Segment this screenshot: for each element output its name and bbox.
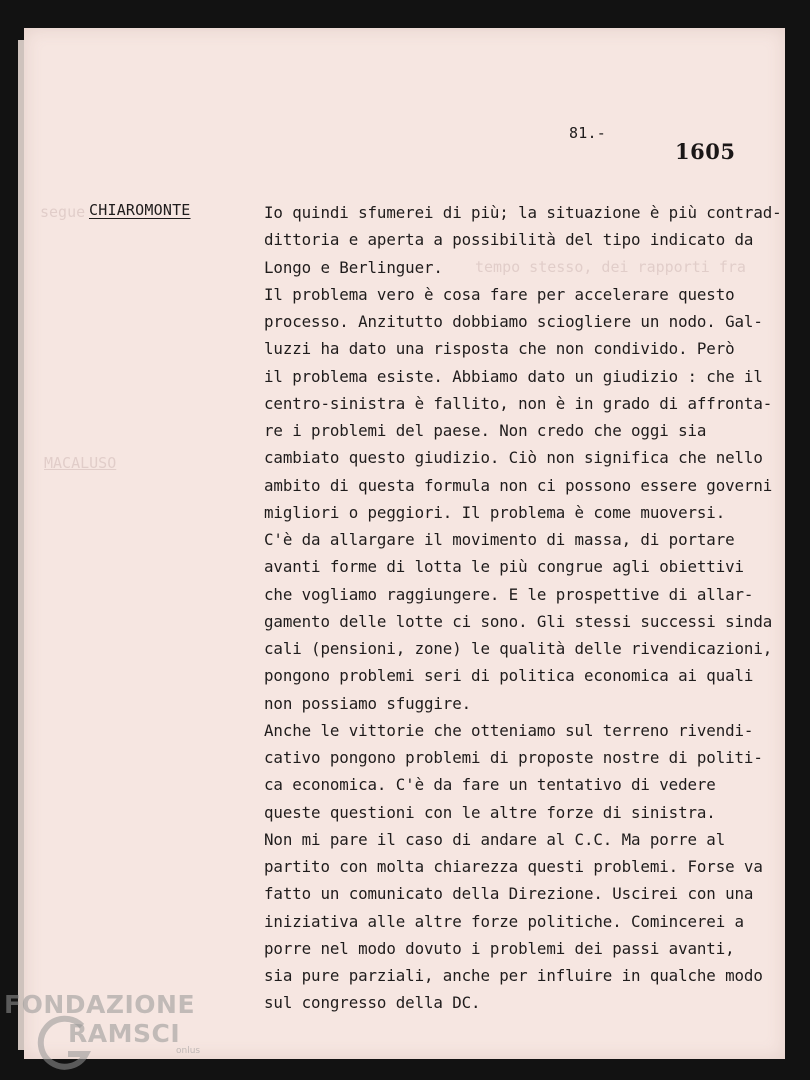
text-line: fatto un comunicato della Direzione. Uscirei con una bbox=[264, 884, 754, 904]
text-line: Anche le vittorie che otteniamo sul terreno rivendi- bbox=[264, 720, 754, 740]
text-line: ca economica. C'è da fare un tentativo di vedere bbox=[264, 775, 716, 795]
bleed-through-text: segue bbox=[40, 203, 86, 221]
text-line: re i problemi del paese. Non credo che oggi sia bbox=[264, 421, 707, 440]
text-line: Il problema vero è cosa fare per accelerare questo bbox=[264, 284, 735, 304]
archive-stamp-number: 1605 bbox=[675, 139, 736, 164]
text-line: pongono problemi seri di politica economica ai quali bbox=[264, 666, 754, 686]
speaker-name: CHIAROMONTE bbox=[89, 201, 191, 219]
watermark-line-2: RAMSCI bbox=[68, 1019, 181, 1048]
text-line: queste questioni con le altre forze di sinistra. bbox=[264, 802, 716, 822]
typed-body-text bbox=[264, 199, 784, 1017]
text-line: che vogliamo raggiungere. E le prospettive di allar- bbox=[264, 584, 754, 604]
text-line: C'è da allargare il movimento di massa, di portare bbox=[264, 530, 735, 549]
text-line: sul congresso della DC. bbox=[264, 993, 481, 1013]
text-line: porre nel modo dovuto i problemi dei passi avanti, bbox=[264, 938, 735, 958]
bleed-through-text: MACALUSO bbox=[44, 454, 117, 472]
text-line: centro-sinistra è fallito, non è in grado di affronta- bbox=[264, 393, 773, 413]
text-line: ambito di questa formula non ci possono essere governi bbox=[264, 475, 773, 495]
text-line: Non mi pare il caso di andare al C.C. Ma porre al bbox=[264, 829, 726, 849]
text-line: migliori o peggiori. Il problema è come muoversi. bbox=[264, 502, 726, 522]
bleed-through-text: tempo stesso, dei rapporti fra bbox=[475, 258, 746, 276]
watermark-line-1: FONDAZIONE bbox=[4, 990, 196, 1019]
text-line: Io quindi sfumerei di più; la situazione è più contrad- bbox=[264, 203, 782, 222]
text-line: cativo pongono problemi di proposte nostre di politi- bbox=[264, 748, 763, 767]
page-number: 81.- bbox=[569, 124, 606, 142]
text-line: Longo e Berlinguer. bbox=[264, 257, 443, 277]
fondazione-gramsci-watermark bbox=[4, 990, 204, 1070]
text-line: cali (pensioni, zone) le qualità delle rivendicazioni, bbox=[264, 639, 773, 658]
text-line: cambiato questo giudizio. Ciò non significa che nello bbox=[264, 448, 763, 468]
text-line: il problema esiste. Abbiamo dato un giudizio : che il bbox=[264, 366, 763, 386]
text-line: gamento delle lotte ci sono. Gli stessi successi sinda bbox=[264, 611, 773, 631]
watermark-suffix: onlus bbox=[176, 1046, 201, 1056]
text-line: luzzi ha dato una risposta che non condivido. Però bbox=[264, 339, 735, 359]
text-line: avanti forme di lotta le più congrue agli obiettivi bbox=[264, 557, 744, 577]
text-line: iniziativa alle altre forze politiche. Comincerei a bbox=[264, 911, 744, 931]
text-line: dittoria e aperta a possibilità del tipo indicato da bbox=[264, 230, 754, 250]
text-line: processo. Anzitutto dobbiamo sciogliere un nodo. Gal- bbox=[264, 312, 763, 331]
text-line: non possiamo sfuggire. bbox=[264, 693, 472, 713]
text-line: sia pure parziali, anche per influire in qualche modo bbox=[264, 966, 763, 985]
text-line: partito con molta chiarezza questi problemi. Forse va bbox=[264, 857, 763, 876]
